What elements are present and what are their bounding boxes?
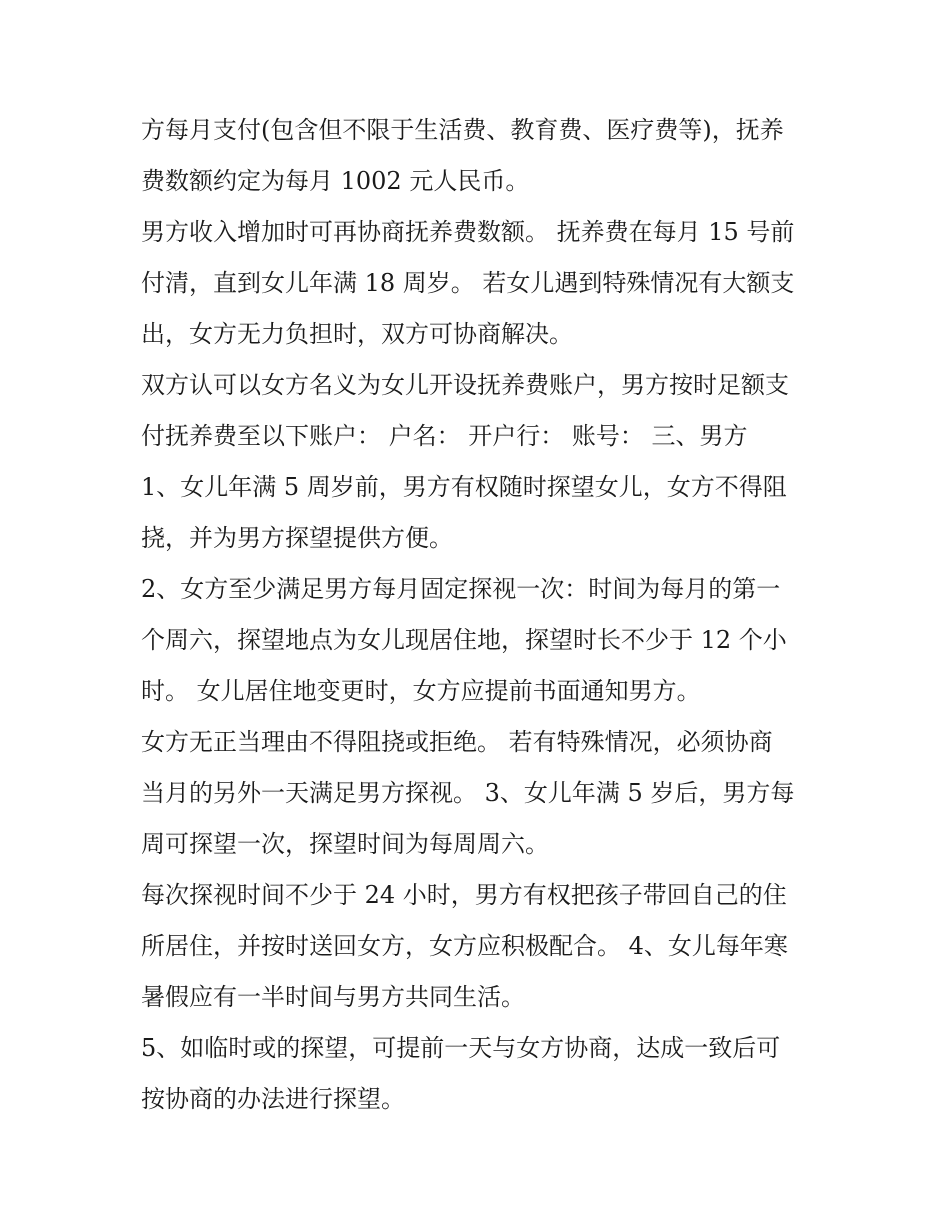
text-line: 暑假应有一半时间与男方共同生活。	[141, 983, 525, 1011]
text-line: 当月的另外一天满足男方探视。 3、女儿年满 5 岁后，男方每	[141, 779, 795, 807]
paragraph-payment-terms	[141, 207, 821, 360]
text-line: 付清，直到女儿年满 18 周岁。 若女儿遇到特殊情况有大额支	[141, 269, 795, 297]
text-line: 费数额约定为每月 1002 元人民币。	[141, 167, 530, 195]
text-line: 1、女儿年满 5 周岁前，男方有权随时探望女儿，女方不得阻	[141, 473, 787, 501]
paragraph-visitation-1	[141, 462, 821, 564]
paragraph-child-support-amount	[141, 105, 821, 207]
text-line: 按协商的办法进行探望。	[141, 1085, 405, 1113]
text-line: 每次探视时间不少于 24 小时，男方有权把孩子带回自己的住	[141, 881, 787, 909]
text-line: 个周六，探望地点为女儿现居住地，探望时长不少于 12 个小	[141, 626, 787, 654]
paragraph-visitation-4	[141, 870, 821, 1023]
text-line: 2、女方至少满足男方每月固定探视一次：时间为每月的第一	[141, 575, 781, 603]
text-line: 男方收入增加时可再协商抚养费数额。 抚养费在每月 15 号前	[141, 218, 795, 246]
text-line: 挠，并为男方探望提供方便。	[141, 524, 453, 552]
paragraph-account	[141, 360, 821, 462]
text-line: 双方认可以女方名义为女儿开设抚养费账户，男方按时足额支	[141, 371, 789, 399]
text-line: 出，女方无力负担时，双方可协商解决。	[141, 320, 573, 348]
document-body	[141, 105, 821, 1125]
text-line: 5、如临时或的探望，可提前一天与女方协商，达成一致后可	[141, 1034, 781, 1062]
text-line: 周可探望一次，探望时间为每周周六。	[141, 830, 549, 858]
text-line: 付抚养费至以下账户： 户名： 开户行： 账号： 三、男方	[141, 422, 748, 450]
paragraph-visitation-2	[141, 564, 821, 717]
text-line: 所居住，并按时送回女方，女方应积极配合。 4、女儿每年寒	[141, 932, 788, 960]
paragraph-visitation-5	[141, 1023, 821, 1125]
text-line: 女方无正当理由不得阻挠或拒绝。 若有特殊情况，必须协商	[141, 728, 773, 756]
text-line: 时。 女儿居住地变更时，女方应提前书面通知男方。	[141, 677, 701, 705]
paragraph-visitation-3	[141, 717, 821, 870]
text-line: 方每月支付(包含但不限于生活费、教育费、医疗费等)，抚养	[141, 116, 784, 144]
